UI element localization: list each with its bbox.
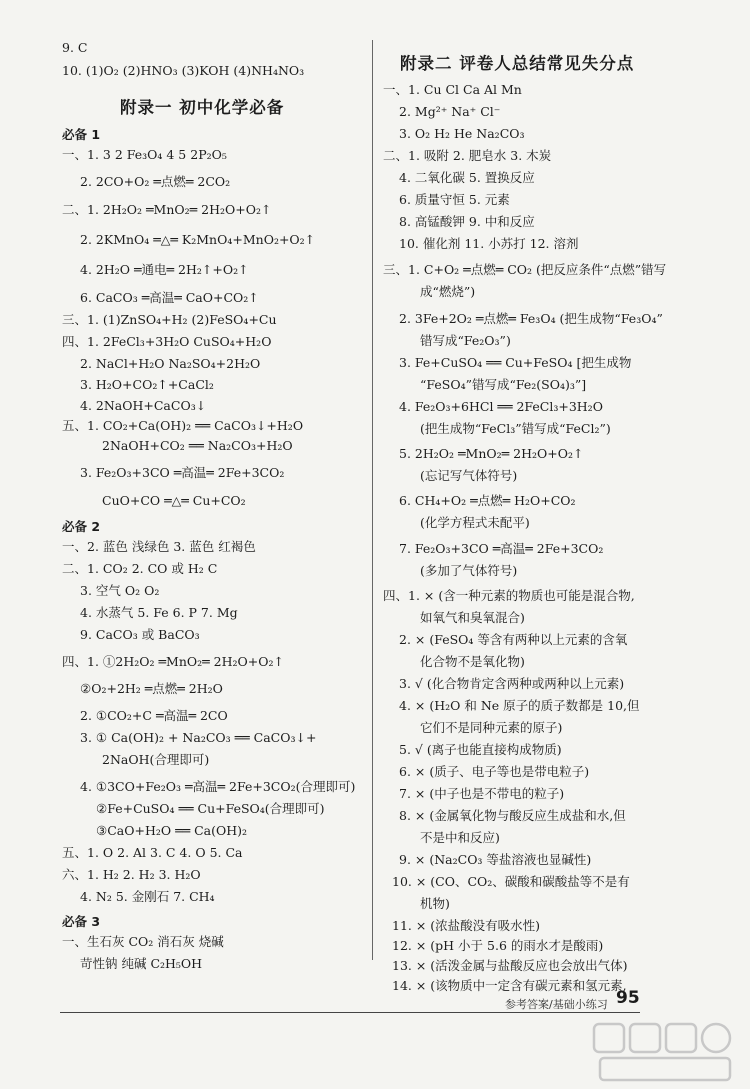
answer-line: 一、2. 蓝色 浅绿色 3. 蓝色 红褐色: [62, 539, 256, 554]
answer-line: 8. 高锰酸钾 9. 中和反应: [399, 214, 535, 229]
answer-line: 2. 2KMnO₄ ═△═ K₂MnO₄+MnO₂+O₂↑: [80, 232, 316, 247]
answer-line: 10. × (CO、CO₂、碳酸和碳酸盐等不是有: [392, 874, 630, 889]
page-number: 95: [616, 988, 640, 1008]
answer-line: 3. Fe+CuSO₄ ══ Cu+FeSO₄ [把生成物: [399, 355, 632, 370]
answer-line: 4. × (H₂O 和 Ne 原子的质子数都是 10,但: [399, 698, 640, 713]
answer-line: 5. 2H₂O₂ ═MnO₂═ 2H₂O+O₂↑: [399, 446, 584, 461]
appendix-two-title: 附录二 评卷人总结常见失分点: [400, 54, 635, 73]
section-title: 必备 1: [62, 127, 101, 142]
answer-line: ③CaO+H₂O ══ Ca(OH)₂: [96, 823, 248, 838]
answer-line: 4. 水蒸气 5. Fe 6. P 7. Mg: [80, 605, 238, 620]
answer-line: 2NaOH(合理即可): [102, 752, 210, 767]
answer-line: 4. N₂ 5. 金刚石 7. CH₄: [80, 889, 215, 904]
answer-line: 不是中和反应): [420, 830, 500, 845]
answer-line: 2. × (FeSO₄ 等含有两种以上元素的含氧: [399, 632, 628, 647]
answer-line: 9. C: [62, 40, 88, 55]
answer-line: 机物): [420, 896, 450, 911]
answer-line: 二、1. CO₂ 2. CO 或 H₂ C: [62, 561, 218, 576]
answer-line: 12. × (pH 小于 5.6 的雨水才是酸雨): [392, 938, 604, 953]
answer-line: 8. × (金属氧化物与酸反应生成盐和水,但: [399, 808, 626, 823]
answer-line: ②O₂+2H₂ ═点燃═ 2H₂O: [80, 681, 223, 696]
answer-line: CuO+CO ═△═ Cu+CO₂: [102, 493, 246, 508]
answer-line: 一、生石灰 CO₂ 消石灰 烧碱: [62, 934, 224, 949]
column-divider: [372, 40, 373, 960]
answer-line: 6. CH₄+O₂ ═点燃═ H₂O+CO₂: [399, 493, 576, 508]
answer-line: 2. ①CO₂+C ═高温═ 2CO: [80, 708, 228, 723]
answer-line: 14. × (该物质中一定含有碳元素和氢元素,: [392, 978, 627, 993]
answer-line: 四、1. × (含一种元素的物质也可能是混合物,: [383, 588, 635, 603]
answer-line: 6. × (质子、电子等也是带电粒子): [399, 764, 590, 779]
answer-line: 3. 空气 O₂ O₂: [80, 583, 160, 598]
answer-line: 四、1. 2FeCl₃+3H₂O CuSO₄+H₂O: [62, 334, 272, 349]
answer-line: 10. (1)O₂ (2)HNO₃ (3)KOH (4)NH₄NO₃: [62, 63, 305, 78]
answer-line: 9. × (Na₂CO₃ 等盐溶液也显碱性): [399, 852, 592, 867]
answer-line: 3. ① Ca(OH)₂ + Na₂CO₃ ══ CaCO₃↓+: [80, 730, 317, 745]
watermark-logo: [590, 1018, 740, 1086]
answer-line: 3. Fe₂O₃+3CO ═高温═ 2Fe+3CO₂: [80, 465, 285, 480]
answer-line: 五、1. O 2. Al 3. C 4. O 5. Ca: [62, 845, 243, 860]
answer-line: 二、1. 2H₂O₂ ═MnO₂═ 2H₂O+O₂↑: [62, 202, 272, 217]
answer-line: 2. 3Fe+2O₂ ═点燃═ Fe₃O₄ (把生成物“Fe₃O₄”: [399, 311, 663, 326]
answer-line: 2. 2CO+O₂ ═点燃═ 2CO₂: [80, 174, 231, 189]
answer-line: 如氧气和臭氧混合): [420, 610, 525, 625]
answer-line: 2. NaCl+H₂O Na₂SO₄+2H₂O: [80, 356, 261, 371]
answer-line: 六、1. H₂ 2. H₂ 3. H₂O: [62, 867, 201, 882]
section-title: 必备 2: [62, 519, 101, 534]
answer-line: 6. CaCO₃ ═高温═ CaO+CO₂↑: [80, 290, 259, 305]
answer-line: 苛性钠 纯碱 C₂H₅OH: [80, 956, 203, 971]
answer-line: 成“燃烧”): [420, 284, 476, 299]
answer-line: 三、1. (1)ZnSO₄+H₂ (2)FeSO₄+Cu: [62, 312, 277, 327]
answer-line: ②Fe+CuSO₄ ══ Cu+FeSO₄(合理即可): [96, 801, 325, 816]
answer-line: 四、1. ①2H₂O₂ ═MnO₂═ 2H₂O+O₂↑: [62, 654, 284, 669]
answer-line: 三、1. C+O₂ ═点燃═ CO₂ (把反应条件“点燃”错写: [383, 262, 667, 277]
answer-line: 3. O₂ H₂ He Na₂CO₃: [399, 126, 525, 141]
answer-line: 10. 催化剂 11. 小苏打 12. 溶剂: [399, 236, 579, 251]
footer-rule: [60, 1012, 640, 1013]
answer-line: (化学方程式未配平): [420, 515, 530, 530]
answer-line: (忘记写气体符号): [420, 468, 518, 483]
answer-line: (多加了气体符号): [420, 563, 518, 578]
answer-line: 13. × (活泼金属与盐酸反应也会放出气体): [392, 958, 628, 973]
answer-line: 4. 2H₂O ═通电═ 2H₂↑+O₂↑: [80, 262, 249, 277]
answer-line: 7. Fe₂O₃+3CO ═高温═ 2Fe+3CO₂: [399, 541, 604, 556]
answer-line: 7. × (中子也是不带电的粒子): [399, 786, 565, 801]
answer-line: 5. √ (离子也能直接构成物质): [399, 742, 562, 757]
answer-line: 9. CaCO₃ 或 BaCO₃: [80, 627, 200, 642]
answer-line: 一、1. 3 2 Fe₃O₄ 4 5 2P₂O₅: [62, 147, 227, 162]
answer-line: 6. 质量守恒 5. 元素: [399, 192, 510, 207]
answer-line: 11. × (浓盐酸没有吸水性): [392, 918, 541, 933]
appendix-one-title: 附录一 初中化学必备: [120, 98, 285, 117]
answer-line: 一、1. Cu Cl Ca Al Mn: [383, 82, 522, 97]
answer-line: 2. Mg²⁺ Na⁺ Cl⁻: [399, 104, 501, 119]
answer-line: 2NaOH+CO₂ ══ Na₂CO₃+H₂O: [102, 438, 293, 453]
answer-line: 3. √ (化合物肯定含两种或两种以上元素): [399, 676, 625, 691]
answer-line: “FeSO₄”错写成“Fe₂(SO₄)₃”]: [420, 377, 587, 392]
answer-line: 4. Fe₂O₃+6HCl ══ 2FeCl₃+3H₂O: [399, 399, 603, 414]
answer-line: (把生成物“FeCl₃”错写成“FeCl₂”): [420, 421, 611, 436]
answer-line: 化合物不是氧化物): [420, 654, 525, 669]
answer-line: 4. 二氧化碳 5. 置换反应: [399, 170, 535, 185]
section-title: 必备 3: [62, 914, 101, 929]
answer-line: 4. ①3CO+Fe₂O₃ ═高温═ 2Fe+3CO₂(合理即可): [80, 779, 356, 794]
answer-line: 它们不是同种元素的原子): [420, 720, 563, 735]
answer-line: 二、1. 吸附 2. 肥皂水 3. 木炭: [383, 148, 552, 163]
answer-line: 4. 2NaOH+CaCO₃↓: [80, 398, 207, 413]
answer-line: 错写成“Fe₂O₃”): [420, 333, 511, 348]
answer-line: 3. H₂O+CO₂↑+CaCl₂: [80, 377, 214, 392]
footer-label: 参考答案/基础小练习: [505, 998, 608, 1011]
answer-line: 五、1. CO₂+Ca(OH)₂ ══ CaCO₃↓+H₂O: [62, 418, 304, 433]
